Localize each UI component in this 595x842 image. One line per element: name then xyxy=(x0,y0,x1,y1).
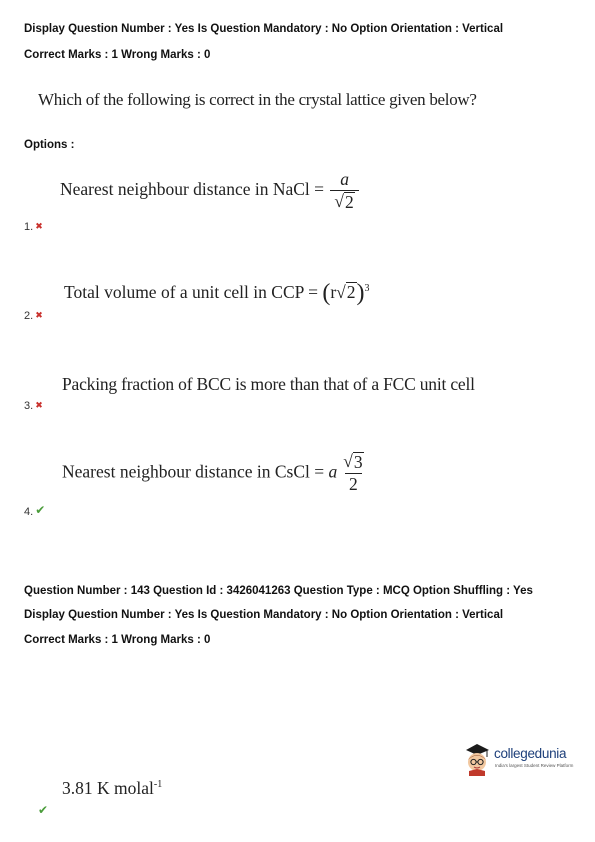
option-1-text xyxy=(60,170,361,212)
next-meta-line-1: Question Number : 143 Question Id : 3426041263 Question Type : MCQ Option Shuffling : Yes xyxy=(24,585,533,597)
option-4-number[interactable] xyxy=(24,503,45,518)
option-4-label: Nearest neighbour distance in CsCl = xyxy=(62,461,325,482)
coefficient: a xyxy=(328,461,338,482)
answer-text xyxy=(62,778,162,799)
cross-icon: ✖ xyxy=(35,221,43,231)
fraction-numerator: a xyxy=(340,169,349,189)
exponent: 3 xyxy=(364,283,370,295)
option-4-fraction: √ 3 2 xyxy=(343,451,363,495)
radius-symbol: r xyxy=(330,282,337,302)
next-meta-line-3: Correct Marks : 1 Wrong Marks : 0 xyxy=(24,634,211,646)
option-1-number[interactable] xyxy=(24,221,43,233)
fraction-denominator: 2 xyxy=(345,192,354,213)
logo-wordmark: collegedunia xyxy=(494,746,567,761)
fraction-denominator: 2 xyxy=(345,473,362,494)
logo-tagline: India's largest Student Review Platform xyxy=(495,763,574,768)
options-label: Options : xyxy=(24,139,75,151)
option-number: 4. xyxy=(24,506,34,518)
answer-exponent: -1 xyxy=(153,779,163,791)
option-3-number[interactable] xyxy=(24,400,43,412)
check-icon: ✔ xyxy=(35,503,46,517)
option-3-text: Packing fraction of BCC is more than that of a FCC unit cell xyxy=(62,374,475,394)
option-number: 1. xyxy=(24,221,34,233)
cross-icon: ✖ xyxy=(35,400,43,410)
mascot-icon xyxy=(462,742,492,776)
radicand: 2 xyxy=(346,282,356,302)
option-2-label: Total volume of a unit cell in CCP = xyxy=(64,282,318,302)
option-4-text xyxy=(62,452,370,495)
answer-check[interactable] xyxy=(36,802,48,820)
radicand: 3 xyxy=(353,452,363,472)
meta-line-2: Correct Marks : 1 Wrong Marks : 0 xyxy=(24,49,211,61)
collegedunia-logo xyxy=(462,740,580,780)
option-2-number[interactable] xyxy=(24,310,43,322)
answer-value: 3.81 K molal xyxy=(62,778,154,798)
check-icon: ✔ xyxy=(38,803,49,817)
cross-icon: ✖ xyxy=(35,310,43,320)
question-text: Which of the following is correct in the crystal lattice given below? xyxy=(38,90,477,109)
option-number: 3. xyxy=(24,400,34,412)
option-1-fraction: a √ 2 xyxy=(330,170,358,212)
next-meta-line-2: Display Question Number : Yes Is Question Mandatory : No Option Orientation : Vertical xyxy=(24,609,504,621)
option-1-label: Nearest neighbour distance in NaCl = xyxy=(60,178,325,199)
meta-line-1: Display Question Number : Yes Is Question Mandatory : No Option Orientation : Vertical xyxy=(24,23,504,35)
option-2-text: Total volume of a unit cell in CCP = (r √ 2 )$^3$ xyxy=(64,280,370,306)
option-number: 2. xyxy=(24,310,34,322)
